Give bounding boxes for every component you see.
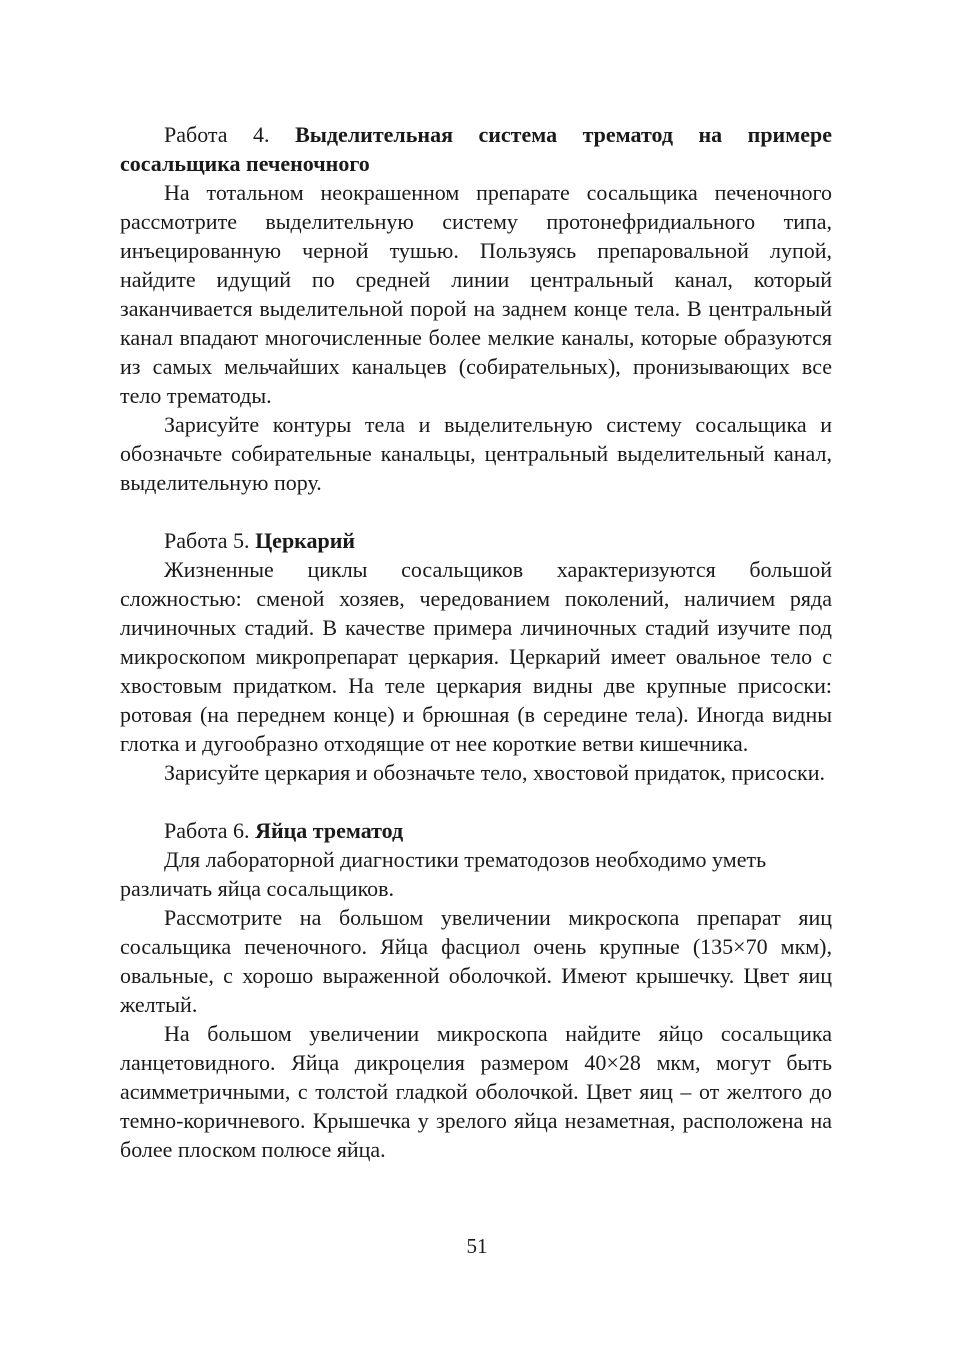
work-6-paragraph-1: Для лабораторной диагностики трематодозов необходимо уметь различать яйца сосальщиков.: [120, 847, 767, 901]
work-5-section: [120, 526, 832, 787]
work-4-title: Выделительная система трематод на примере сосальщика печеночного: [120, 122, 832, 176]
work-6-section: [120, 816, 832, 1164]
work-5-paragraph-1: Жизненные циклы сосальщиков характеризуются большой сложностью: сменой хозяев, чередованием поколений, наличием ряда личиночных стадий. В качестве примера личиночных стадий изучите под микроскопом микропрепарат церкария. Церкарий имеет овальное тело с хвостовым придатком. На теле церкария видны две крупные присоски: ротовая (на переднем конце) и брюшная (в середине тела). Иногда видны глотка и дугообразно отходящие от нее короткие ветви кишечника.: [120, 557, 832, 756]
page-number: 51: [466, 1234, 488, 1258]
work-6-title: Яйца трематод: [255, 818, 404, 843]
work-4-prefix: Работа 4.: [164, 122, 296, 147]
work-5-title: Церкарий: [255, 528, 356, 553]
work-6-heading: [120, 816, 832, 845]
work-5-paragraph-2: Зарисуйте церкария и обозначьте тело, хвостовой придаток, присоски.: [164, 760, 825, 785]
work-6-paragraph-3: На большом увеличении микроскопа найдите яйцо сосальщика ланцетовидного. Яйца дикроцелия размером 40×28 мкм, могут быть асимметричными, с толстой гладкой оболочкой. Цвет яиц – от желтого до темно-коричневого. Крышечка у зрелого яйца незаметная, расположена на более плоском полюсе яйца.: [120, 1021, 832, 1162]
work-5-heading: [120, 526, 832, 555]
work-4-section: [120, 120, 832, 497]
work-4-paragraph-1: На тотальном неокрашенном препарате сосальщика печеночного рассмотрите выделительную систему протонефридиального типа, инъецированную черной тушью. Пользуясь препаровальной лупой, найдите идущий по средней линии центральный канал, который заканчивается выделительной порой на заднем конце тела. В центральный канал впадают многочисленные более мелкие каналы, которые образуются из самых мельчайших канальцев (собирательных), пронизывающих все тело трематоды.: [120, 180, 832, 408]
work-6-prefix: Работа 6.: [164, 818, 256, 843]
work-5-prefix: Работа 5.: [164, 528, 256, 553]
page-content: [120, 120, 832, 1164]
work-4-heading: [120, 120, 832, 178]
work-6-paragraph-2: Рассмотрите на большом увеличении микроскопа препарат яиц сосальщика печеночного. Яйца фасциол очень крупные (135×70 мкм), овальные, с хорошо выраженной оболочкой. Имеют крышечку. Цвет яиц желтый.: [120, 905, 832, 1017]
work-4-paragraph-2: Зарисуйте контуры тела и выделительную систему сосальщика и обозначьте собирательные канальцы, центральный выделительный канал, выделительную пору.: [120, 412, 832, 495]
